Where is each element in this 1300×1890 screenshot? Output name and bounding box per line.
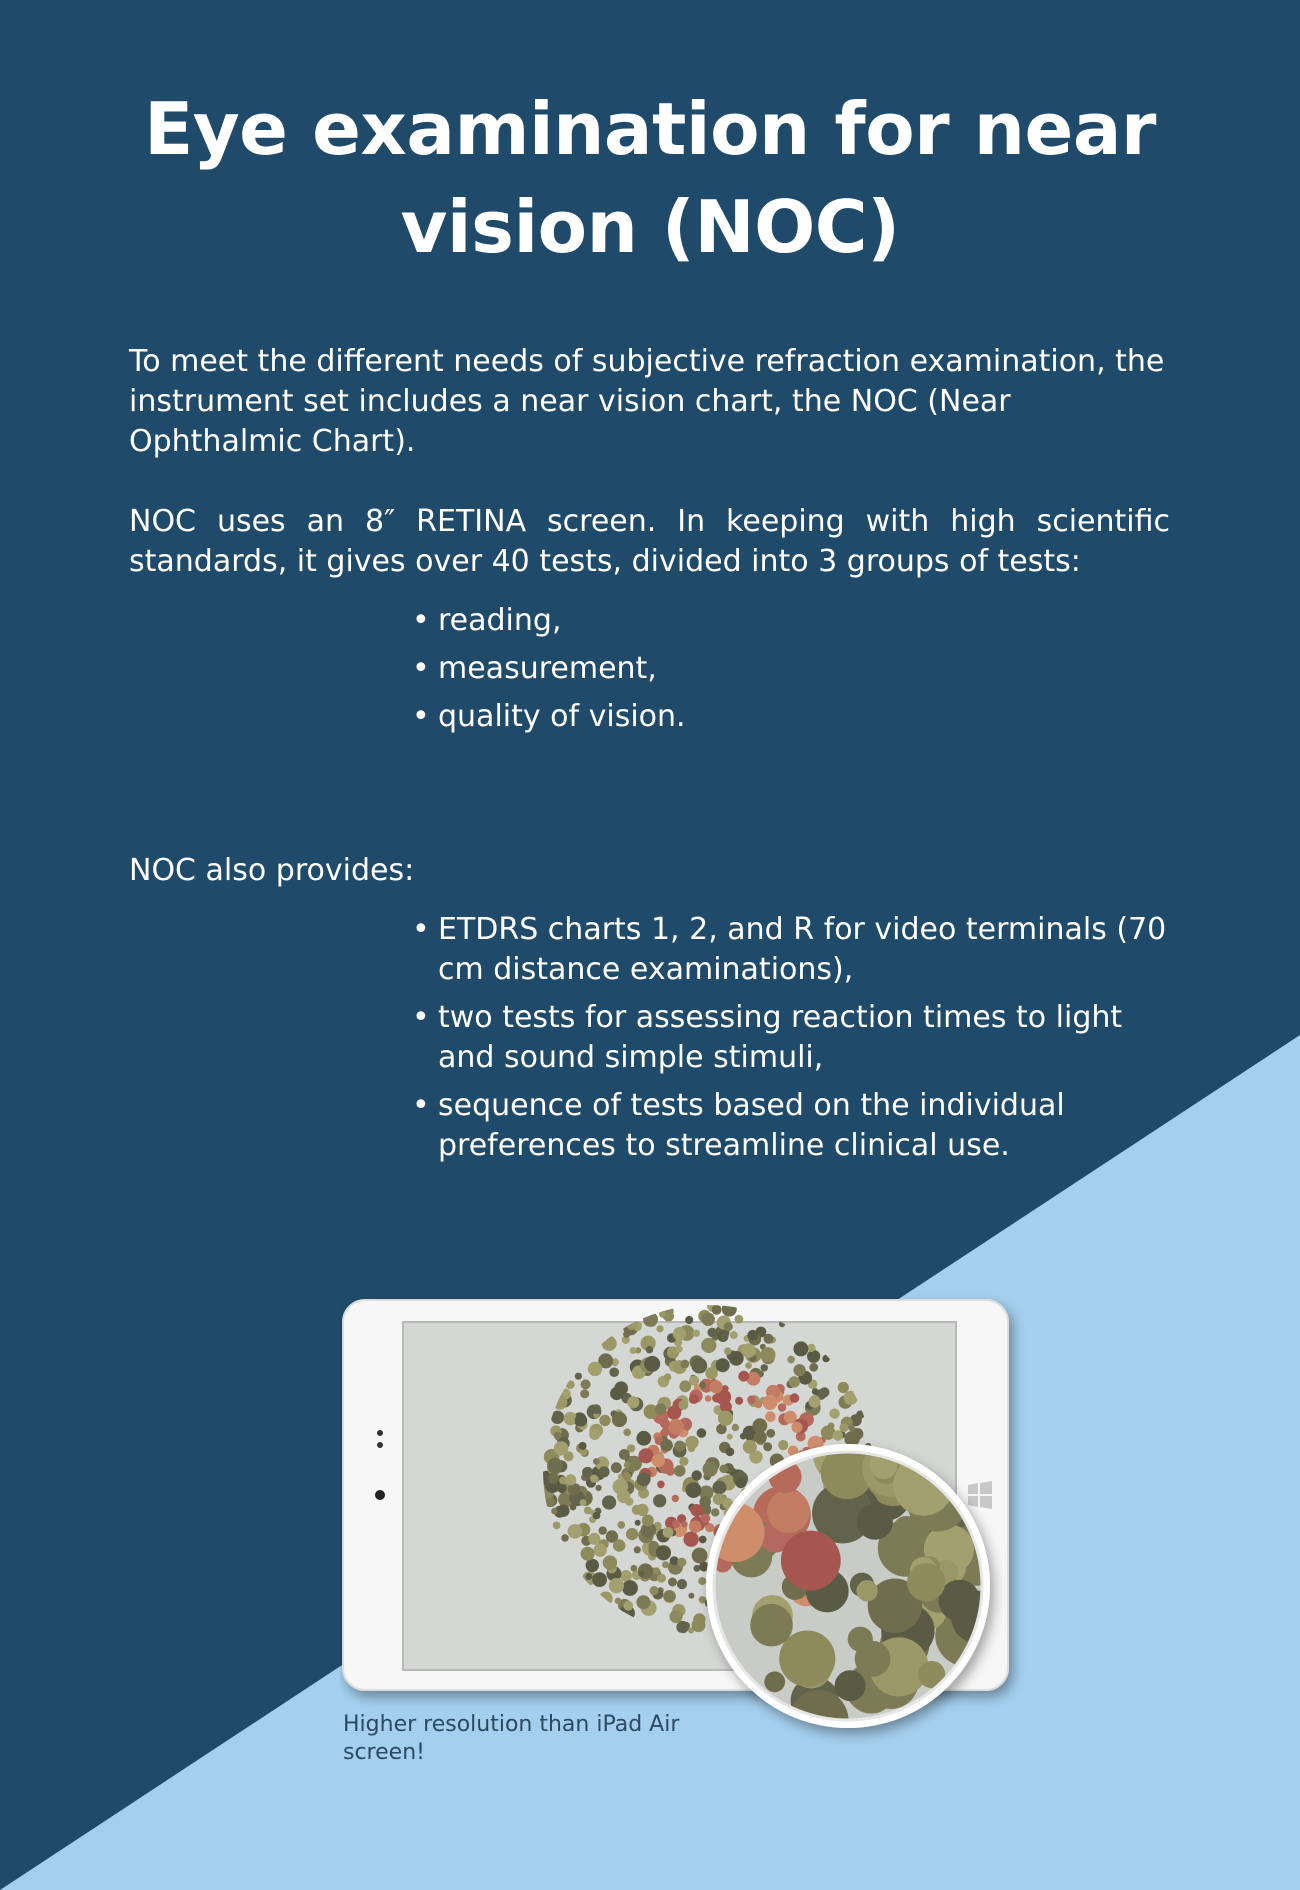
plate-dot — [581, 1379, 591, 1389]
plate-dot — [693, 1330, 700, 1337]
plate-dot — [794, 1364, 806, 1376]
plate-dot — [636, 1595, 650, 1609]
plate-dot — [790, 1393, 800, 1403]
plate-dot — [735, 1315, 744, 1324]
plate-dot — [626, 1528, 638, 1540]
plate-dot — [622, 1580, 638, 1596]
plate-dot — [672, 1520, 680, 1528]
plate-dot — [612, 1412, 627, 1427]
plate-dot — [589, 1429, 600, 1440]
lens-dot — [848, 1627, 873, 1652]
plate-dot — [653, 1567, 660, 1574]
plate-dot — [689, 1520, 702, 1533]
plate-dot — [642, 1515, 654, 1527]
lens-dot — [835, 1670, 866, 1701]
plate-dot — [584, 1507, 592, 1515]
plate-dot — [689, 1394, 699, 1404]
plate-dot — [686, 1482, 702, 1498]
plate-dot — [735, 1397, 743, 1405]
plate-dot — [809, 1363, 818, 1372]
plate-dot — [793, 1341, 808, 1356]
plate-dot — [668, 1419, 684, 1435]
plate-dot — [557, 1484, 567, 1494]
list-item: • sequence of tests based on the individual preferences to streamline clinical use. — [410, 1086, 1180, 1166]
plate-dot — [636, 1431, 651, 1446]
plate-dot — [812, 1388, 819, 1395]
plate-dot — [615, 1598, 622, 1605]
plate-dot — [674, 1465, 686, 1477]
plate-dot — [644, 1356, 660, 1372]
plate-dot — [593, 1512, 601, 1520]
plate-dot — [807, 1344, 815, 1352]
plate-dot — [609, 1367, 619, 1377]
plate-dot — [610, 1387, 623, 1400]
plate-dot — [760, 1347, 775, 1362]
plate-dot — [588, 1362, 602, 1376]
plate-dot — [622, 1472, 631, 1481]
plate-dot — [594, 1543, 607, 1556]
plate-dot — [670, 1556, 679, 1565]
page-title: Eye examination for near vision (NOC) — [144, 87, 1156, 269]
plate-dot — [547, 1458, 563, 1474]
list-item: • ETDRS charts 1, 2, and R for video terminals (70 cm distance examinations), — [410, 910, 1180, 990]
plate-dot — [732, 1424, 739, 1431]
plate-dot — [667, 1406, 681, 1420]
lens-dot — [764, 1671, 785, 1692]
plate-dot — [705, 1367, 717, 1379]
plate-dot — [681, 1521, 688, 1528]
plate-dot — [638, 1571, 644, 1577]
caption: Higher resolution than iPad Air screen! — [343, 1712, 680, 1765]
plate-dot — [653, 1494, 666, 1507]
also-provides-heading: NOC also provides: — [129, 853, 415, 888]
plate-dot — [833, 1430, 844, 1441]
plate-dot — [590, 1475, 598, 1483]
plate-dot — [839, 1423, 848, 1432]
plate-dot — [580, 1389, 589, 1398]
plate-dot — [698, 1577, 706, 1585]
plate-dot — [664, 1373, 671, 1380]
plate-dot — [677, 1579, 687, 1589]
plate-dot — [681, 1360, 690, 1369]
intro-paragraph: To meet the different needs of subjective refraction examination, the instrument set includes a near vision chart, the NOC (Near Ophthalmic Chart). — [129, 344, 1165, 459]
plate-dot — [685, 1316, 693, 1324]
plate-dot — [575, 1373, 582, 1380]
plate-dot — [691, 1358, 707, 1374]
plate-dot — [599, 1526, 607, 1534]
plate-dot — [726, 1447, 735, 1456]
plate-dot — [683, 1532, 698, 1547]
plate-dot — [719, 1465, 728, 1474]
plate-dot — [554, 1441, 568, 1455]
plate-dot — [592, 1572, 607, 1587]
plate-dot — [656, 1545, 671, 1560]
plate-dot — [652, 1454, 665, 1467]
plate-dot — [581, 1547, 595, 1561]
plate-dot — [596, 1485, 602, 1491]
plate-dot — [701, 1513, 711, 1523]
plate-dot — [618, 1521, 626, 1529]
plate-dot — [630, 1347, 637, 1354]
plate-dot — [829, 1408, 839, 1418]
plate-dot — [828, 1422, 835, 1429]
plate-dot — [740, 1433, 747, 1440]
plate-dot — [778, 1440, 788, 1450]
plate-dot — [663, 1527, 674, 1538]
plate-dot — [718, 1411, 733, 1426]
plate-dot — [747, 1330, 758, 1341]
plate-dot — [620, 1570, 632, 1582]
plate-dot — [580, 1499, 587, 1506]
plate-dot — [561, 1534, 569, 1542]
plate-dot — [564, 1412, 577, 1425]
plate-dot — [688, 1444, 696, 1452]
plate-dot — [729, 1351, 744, 1366]
lens-dot — [781, 1531, 841, 1591]
plate-dot — [697, 1428, 707, 1438]
plate-dot — [656, 1325, 663, 1332]
plate-dot — [617, 1490, 630, 1503]
plate-dot — [763, 1395, 778, 1410]
plate-dot — [689, 1376, 699, 1386]
plate-dot — [579, 1442, 587, 1450]
plate-dot — [838, 1382, 849, 1393]
plate-dot — [673, 1327, 686, 1340]
plate-dot — [699, 1382, 706, 1389]
plate-dot — [722, 1395, 729, 1402]
plate-dot — [753, 1418, 768, 1433]
plate-dot — [650, 1586, 659, 1595]
plate-dot — [593, 1458, 600, 1465]
lens-dot — [856, 1580, 877, 1601]
plate-dot — [789, 1376, 800, 1387]
lens-dot — [907, 1563, 945, 1601]
plate-dot — [745, 1362, 752, 1369]
plate-dot — [713, 1494, 724, 1505]
plate-dot — [646, 1346, 653, 1353]
plate-dot — [730, 1331, 738, 1339]
plate-dot — [591, 1404, 601, 1414]
plate-dot — [699, 1496, 711, 1508]
plate-dot — [678, 1400, 688, 1410]
plate-dot — [702, 1313, 715, 1326]
plate-dot — [766, 1429, 775, 1438]
list-item: • quality of vision. — [410, 697, 910, 737]
plate-dot — [699, 1536, 707, 1544]
plate-dot — [791, 1422, 802, 1433]
plate-dot — [809, 1396, 821, 1408]
plate-dot — [716, 1358, 730, 1372]
list-item: • reading, — [410, 601, 910, 641]
plate-dot — [787, 1356, 795, 1364]
plate-dot — [636, 1504, 648, 1516]
plate-dot — [741, 1343, 755, 1357]
plate-dot — [637, 1472, 651, 1486]
plate-dot — [692, 1548, 708, 1564]
plate-dot — [676, 1346, 683, 1353]
also-provides-list — [410, 910, 1180, 1174]
plate-dot — [705, 1395, 712, 1402]
test-groups-list — [410, 601, 910, 745]
plate-dot — [688, 1593, 694, 1599]
plate-dot — [553, 1522, 561, 1530]
plate-dot — [619, 1449, 630, 1460]
plate-dot — [711, 1508, 719, 1516]
plate-dot — [820, 1387, 830, 1397]
plate-dot — [679, 1457, 688, 1466]
plate-dot — [657, 1481, 665, 1489]
plate-dot — [634, 1546, 641, 1553]
list-item: • measurement, — [410, 649, 910, 689]
plate-dot — [624, 1462, 630, 1468]
plate-dot — [660, 1418, 670, 1428]
plate-dot — [710, 1380, 723, 1393]
plate-dot — [690, 1506, 697, 1513]
plate-dot — [655, 1403, 666, 1414]
plate-dot — [546, 1497, 555, 1506]
plate-dot — [738, 1371, 749, 1382]
plate-dot — [712, 1481, 726, 1495]
plate-dot — [677, 1558, 686, 1567]
plate-dot — [763, 1334, 773, 1344]
plate-dot — [765, 1411, 776, 1422]
plate-dot — [635, 1520, 641, 1526]
plate-dot — [721, 1333, 728, 1340]
plate-dot — [568, 1524, 583, 1539]
plate-dot — [586, 1559, 599, 1572]
plate-dot — [623, 1331, 630, 1338]
plate-dot — [623, 1601, 633, 1611]
plate-dot — [599, 1415, 610, 1426]
plate-dot — [692, 1470, 702, 1480]
plate-dot — [599, 1466, 610, 1477]
lens-dot — [889, 1661, 917, 1689]
plate-dot — [631, 1565, 638, 1572]
plate-dot — [735, 1477, 746, 1488]
plate-dot — [672, 1495, 679, 1502]
plate-dot — [712, 1305, 722, 1315]
lens-dot — [857, 1504, 893, 1540]
lens-dot — [750, 1604, 793, 1647]
plate-dot — [743, 1440, 757, 1454]
plate-dot — [724, 1322, 733, 1331]
plate-dot — [588, 1533, 600, 1545]
plate-dot — [670, 1610, 683, 1623]
plate-dot — [557, 1505, 569, 1517]
plate-dot — [638, 1448, 653, 1463]
plate-dot — [678, 1442, 686, 1450]
plate-dot — [761, 1364, 768, 1371]
tablet-device-image — [340, 1290, 1030, 1750]
plate-dot — [602, 1495, 616, 1509]
plate-dot — [747, 1395, 756, 1404]
plate-dot — [807, 1350, 820, 1363]
plate-dot — [701, 1338, 716, 1353]
plate-dot — [609, 1578, 624, 1593]
plate-dot — [668, 1578, 677, 1587]
plate-dot — [755, 1401, 763, 1409]
plate-dot — [778, 1403, 786, 1411]
plate-dot — [585, 1573, 592, 1580]
plate-dot — [707, 1467, 716, 1476]
plate-dot — [763, 1442, 772, 1451]
plate-dot — [724, 1347, 731, 1354]
plate-dot — [627, 1396, 639, 1408]
plate-dot — [548, 1473, 559, 1484]
list-item: • two tests for assessing reaction times to light and sound simple stimuli, — [410, 998, 1180, 1078]
plate-dot — [575, 1414, 587, 1426]
plate-dot — [848, 1425, 855, 1432]
plate-dot — [660, 1439, 673, 1452]
plate-dot — [727, 1434, 733, 1440]
plate-dot — [657, 1574, 666, 1583]
lens-dot — [767, 1490, 810, 1533]
plate-dot — [603, 1555, 617, 1569]
plate-dot — [611, 1462, 622, 1473]
plate-dot — [693, 1613, 705, 1625]
plate-dot — [712, 1394, 721, 1403]
plate-dot — [565, 1474, 576, 1485]
plate-dot — [784, 1411, 797, 1424]
plate-dot — [613, 1539, 625, 1551]
plate-dot — [682, 1622, 690, 1630]
plate-dot — [662, 1561, 669, 1568]
screen-paragraph: NOC uses an 8″ RETINA screen. In keeping with high scientific standards, it gives over 40 tests, divided into 3 groups of tests: — [129, 504, 1170, 579]
plate-dot — [551, 1508, 558, 1515]
plate-dot — [664, 1590, 676, 1602]
plate-dot — [623, 1429, 631, 1437]
plate-dot — [554, 1432, 562, 1440]
